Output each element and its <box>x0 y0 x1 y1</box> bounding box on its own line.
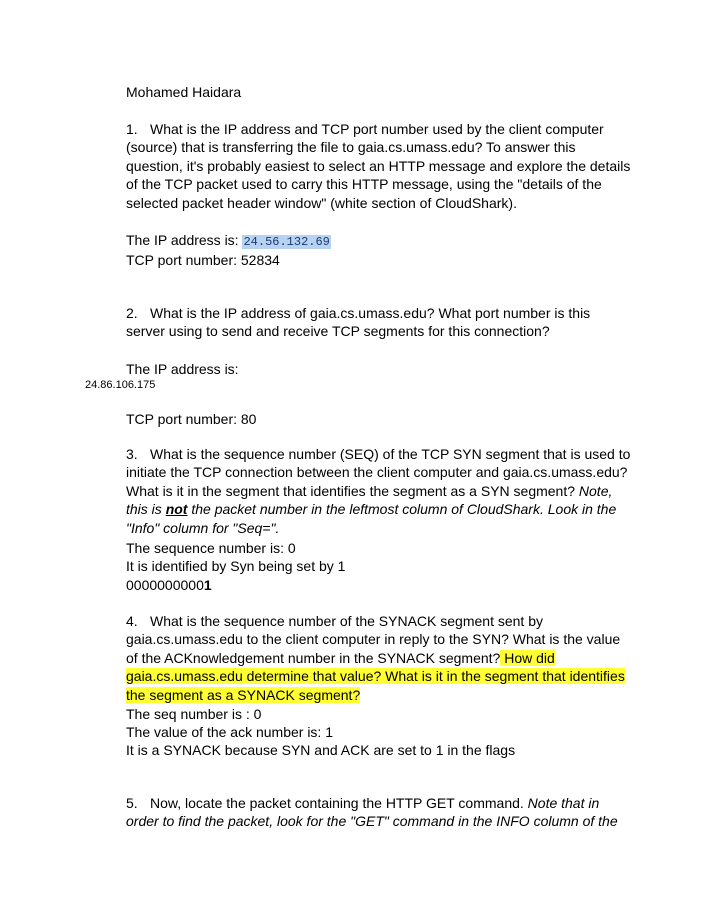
answer-4-seq: The seq number is : 0 <box>126 706 262 722</box>
answer-2-ip-value: 24.86.106.175 <box>85 379 156 391</box>
answer-3-bits-last: 1 <box>203 577 212 593</box>
question-3 <box>126 445 631 537</box>
answer-1-ip <box>126 231 631 251</box>
answer-1-ip-value: 24.56.132.69 <box>243 235 330 249</box>
question-3-note-b: the packet number in the leftmost column of CloudShark. Look in the "Info" column for "Seq=". <box>126 501 617 536</box>
question-3-text: What is the sequence number (SEQ) of the TCP SYN segment that is used to initiate the TCP connection between the client computer and gaia.cs.umass.edu? What is it in the segment that identifies the segment as a SYN segment? <box>126 446 631 499</box>
question-4-highlight: How did gaia.cs.umass.edu determine that value? What is it in the segment that identifies the segment as a SYNACK segment? <box>126 649 625 703</box>
answer-2-port: TCP port number: 80 <box>126 411 257 427</box>
answer-1-ip-label: The IP address is: <box>126 232 243 248</box>
question-2-number: 2. <box>126 305 138 321</box>
question-4-number: 4. <box>126 613 138 629</box>
question-5-number: 5. <box>126 795 138 811</box>
question-1-text: What is the IP address and TCP port number used by the client computer (source) that is transferring the file to gaia.cs.umass.edu? To answer this question, it's probably easiest to select an HTTP message and explore the details of the TCP packet used to carry this HTTP message, using the "details of the selected packet header window" (white section of CloudShark). <box>126 121 631 211</box>
answer-4-ack: The value of the ack number is: 1 <box>126 724 333 740</box>
question-5-text: Now, locate the packet containing the HTTP GET command. <box>150 795 528 811</box>
question-4 <box>126 612 631 704</box>
question-5-italic: Note that in order to find the packet, look for the "GET" command in the INFO column of the <box>126 795 618 830</box>
answer-2-ip-label: The IP address is: <box>126 361 239 377</box>
answer-3-bits <box>126 576 631 594</box>
question-2 <box>126 304 631 341</box>
question-3-note-not: not <box>165 501 188 518</box>
answer-4-flags: It is a SYNACK because SYN and ACK are set to 1 in the flags <box>126 742 516 758</box>
question-3-note-a: Note, this is <box>126 482 613 518</box>
question-5 <box>126 794 631 831</box>
question-1 <box>126 120 631 212</box>
answer-3-bits-prefix: 0000000000 <box>126 577 204 593</box>
question-2-text: What is the IP address of gaia.cs.umass.edu? What port number is this server using to send and receive TCP segments for this connection? <box>126 305 591 340</box>
author-name: Mohamed Haidara <box>126 84 242 100</box>
answer-3-syn: It is identified by Syn being set by 1 <box>126 558 346 574</box>
question-4-text: What is the sequence number of the SYNACK segment sent by gaia.cs.umass.edu to the client computer in reply to the SYN? What is the value of the ACKnowledgement number in the SYNACK segment? <box>126 613 621 666</box>
question-1-number: 1. <box>126 121 138 137</box>
answer-3-seq: The sequence number is: 0 <box>126 540 296 556</box>
question-3-number: 3. <box>126 446 138 462</box>
answer-1-port: TCP port number: 52834 <box>126 252 280 268</box>
